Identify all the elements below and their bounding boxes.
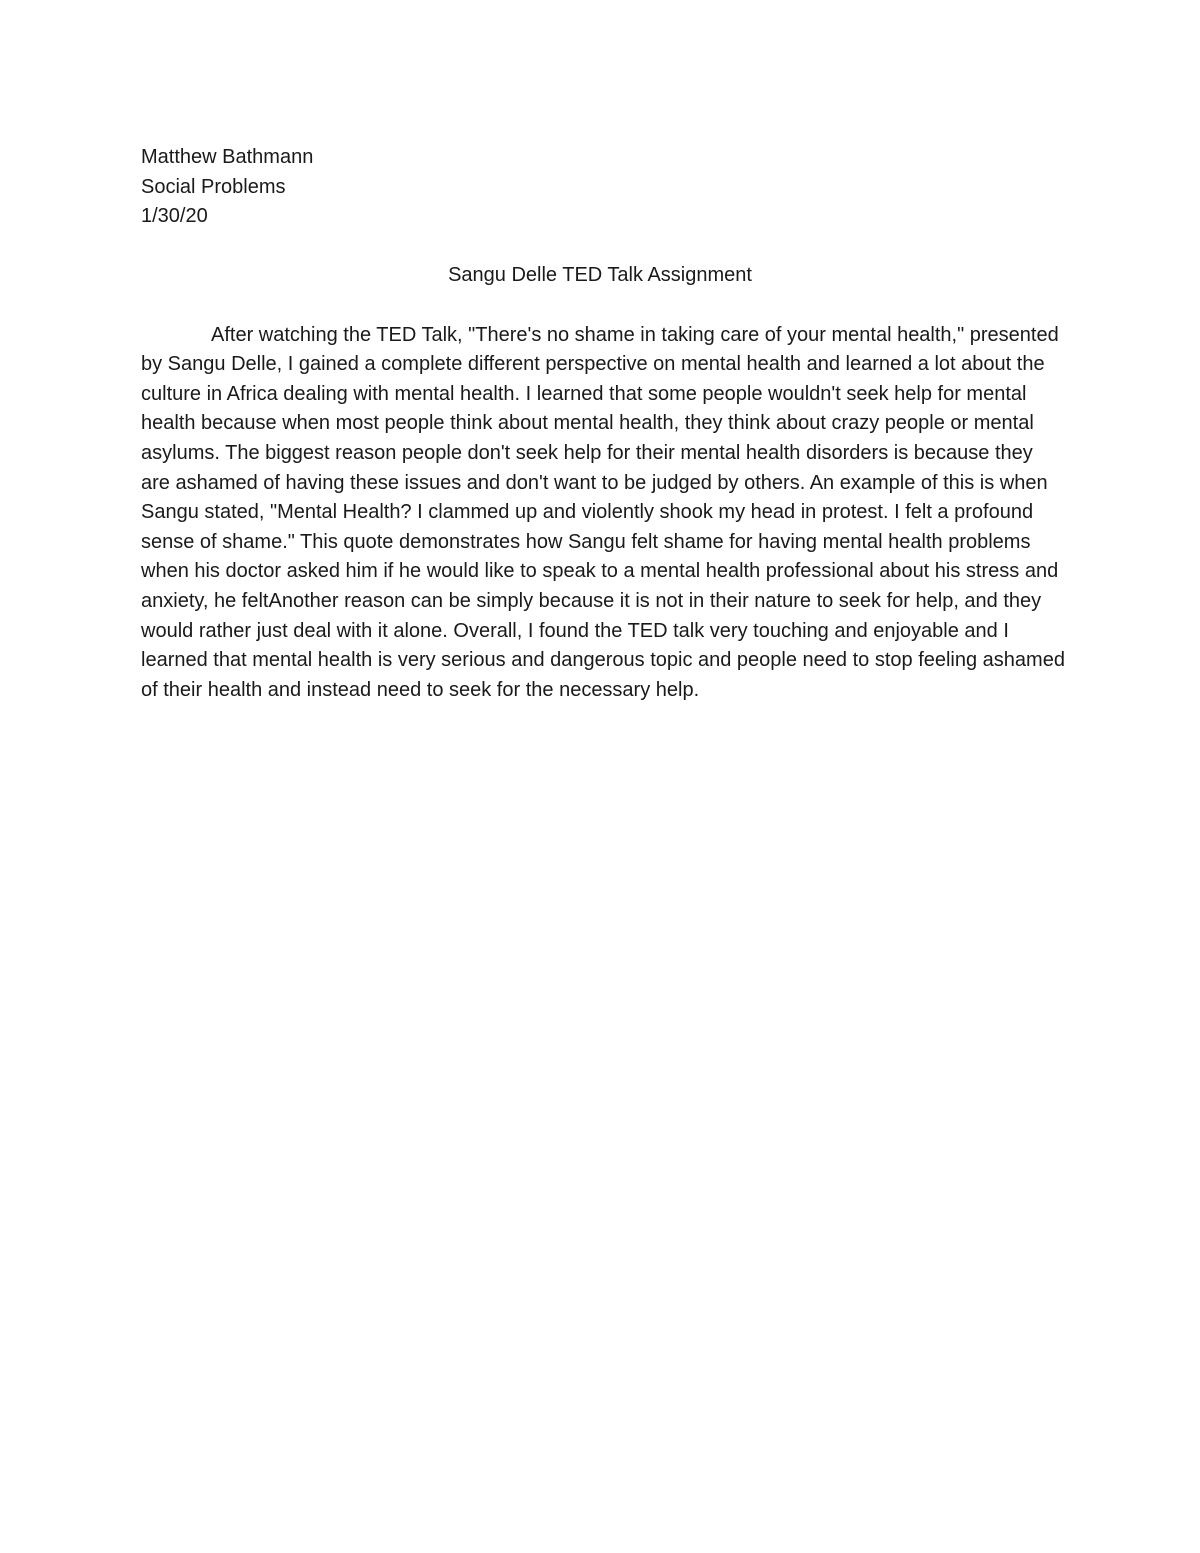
- author-name: Matthew Bathmann: [141, 146, 314, 168]
- course-name: Social Problems: [141, 175, 286, 198]
- assignment-date: 1/30/20: [141, 205, 208, 228]
- document-title: Sangu Delle TED Talk Assignment: [448, 264, 752, 287]
- heading-block: [141, 143, 1066, 232]
- document-content: [141, 143, 1066, 705]
- body-paragraph: After watching the TED Talk, "There's no shame in taking care of your mental health," presented by Sangu Delle, I gained a complete different perspective on mental health and learned a lot about the culture in Africa dealing with mental health. I learned that some people wouldn't seek help for mental health because when most people think about mental health, they think about crazy people or mental asylums. The biggest reason people don't seek help for their mental health disorders is because they are ashamed of having these issues and don't want to be judged by others. An example of this is when Sangu stated, "Mental Health? I clammed up and violently shook my head in protest. I felt a profound sense of shame." This quote demonstrates how Sangu felt shame for having mental health problems when his doctor asked him if he would like to speak to a mental health professional about his stress and anxiety, he feltAnother reason can be simply because it is not in their nature to seek for help, and they would rather just deal with it alone. Overall, I found the TED talk very touching and enjoyable and I learned that mental health is very serious and dangerous topic and people need to stop feeling ashamed of their health and instead need to seek for the necessary help.: [141, 323, 1065, 701]
